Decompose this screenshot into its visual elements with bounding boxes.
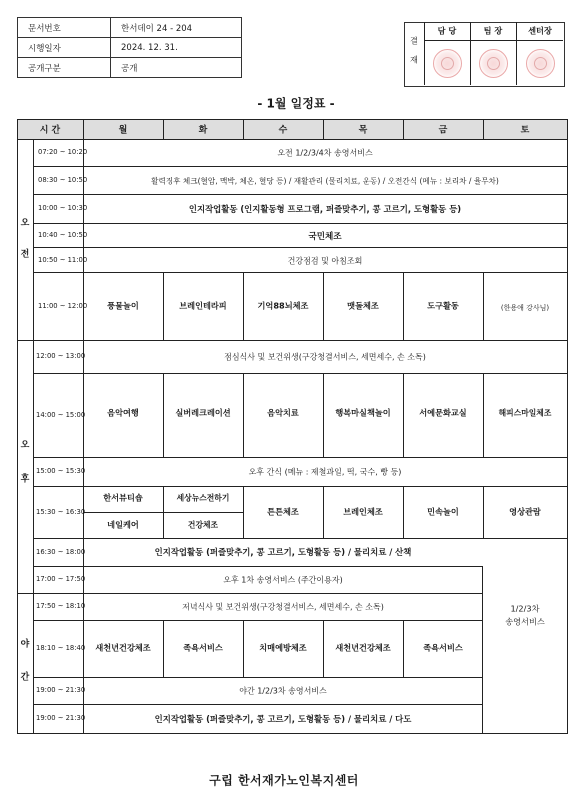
approval-side-label-1: 결 (410, 35, 418, 46)
time-slot: 17:00 ~ 17:50 (36, 575, 86, 583)
time-slot: 10:40 ~ 10:50 (38, 231, 88, 239)
disclosure-value: 공개 (111, 58, 242, 78)
time-slot: 11:00 ~ 12:00 (38, 302, 88, 310)
activity-cell: 민속놀이 (427, 506, 459, 517)
time-slot: 08:30 ~ 10:50 (38, 176, 88, 184)
time-slot: 12:00 ~ 13:00 (36, 352, 86, 360)
saturday-transport-cell: 1/2/3차 (510, 603, 540, 614)
activity-cell: 도구활동 (427, 300, 459, 311)
activity-cell: 풍물놀이 (107, 300, 139, 311)
approval-role-team-lead: 팀 장 (483, 25, 503, 36)
time-slot: 14:00 ~ 15:00 (36, 411, 86, 419)
section-night-2: 간 (20, 672, 30, 683)
header-day-fri: 금 (438, 125, 448, 136)
activity-cell: 행복마실책놀이 (335, 407, 391, 418)
approval-role-director: 센터장 (528, 25, 552, 36)
time-slot: 07:20 ~ 10:20 (38, 148, 88, 156)
approval-side-label-2: 재 (410, 54, 418, 65)
activity-span: 인지작업활동 (퍼즐맞추기, 콩 고르기, 도형활동 등) / 물리치료 / 다도 (154, 714, 412, 724)
section-morning-2: 전 (20, 249, 30, 260)
activity-span: 인지작업활동 (퍼즐맞추기, 콩 고르기, 도형활동 등) / 물리치료 / 산책 (154, 547, 412, 557)
saturday-transport-cell: 송영서비스 (505, 616, 545, 627)
activity-cell: 족욕서비스 (423, 642, 463, 653)
activity-span: 인지작업활동 (인지활동형 프로그램, 퍼즐맞추기, 콩 고르기, 도형활동 등) (188, 204, 462, 214)
header-day-mon: 월 (118, 125, 128, 136)
header-time: 시 간 (39, 125, 61, 136)
header-day-wed: 수 (278, 125, 288, 136)
activity-span: 오후 1차 송영서비스 (주간이용자) (223, 575, 343, 585)
seal-stamp-icon (479, 49, 508, 78)
section-morning-1: 오 (20, 218, 30, 229)
header-day-thu: 목 (358, 125, 368, 136)
time-slot: 19:00 ~ 21:30 (36, 686, 86, 694)
time-slot: 16:30 ~ 18:00 (36, 548, 86, 556)
page-title: - 1월 일정표 - (257, 96, 335, 111)
activity-cell: 네일케어 (107, 519, 139, 530)
activity-span: 활력징후 체크(혈압, 맥박, 체온, 혈당 등) / 재활관리 (물리치료, 운동) / 오전간식 (메뉴 : 보리차 / 율무차) (151, 176, 499, 186)
activity-cell: 해피스마일체조 (498, 408, 552, 418)
document-info-table (17, 17, 242, 78)
section-night-1: 야 (20, 639, 30, 650)
time-slot: 10:00 ~ 10:30 (38, 204, 88, 212)
activity-cell: 브레인체조 (343, 506, 383, 517)
activity-span: 야간 1/2/3차 송영서비스 (239, 686, 327, 696)
activity-cell: 새천년건강체조 (95, 642, 151, 653)
activity-span: 점심식사 및 보건위생(구강청결서비스, 세면세수, 손 소독) (224, 352, 426, 362)
seal-stamp-icon (433, 49, 462, 78)
table-header-bg (17, 119, 568, 139)
time-slot: 15:00 ~ 15:30 (36, 467, 86, 475)
organization-footer: 구립 한서재가노인복지센터 (209, 773, 359, 788)
activity-span: 오후 간식 (메뉴 : 제철과일, 떡, 국수, 빵 등) (248, 467, 402, 477)
activity-cell: 튼튼체조 (267, 506, 299, 517)
activity-cell: 기억88뇌체조 (257, 300, 309, 311)
activity-span: 건강점검 및 아침조회 (287, 256, 363, 266)
doc-number-value: 한서데이 24 - 204 (111, 18, 242, 38)
activity-cell: (한용애 강사님) (500, 304, 550, 312)
issue-date-value: 2024. 12. 31. (111, 38, 242, 58)
activity-cell: 음악치료 (267, 407, 299, 418)
activity-cell: 건강체조 (187, 520, 219, 530)
activity-cell: 영상관람 (509, 506, 541, 517)
activity-cell: 브레인테라피 (179, 300, 227, 311)
activity-cell: 음악여행 (107, 407, 139, 418)
time-slot: 10:50 ~ 11:00 (38, 256, 88, 264)
doc-number-label: 문서번호 (18, 18, 111, 38)
activity-cell: 한서뷰티숍 (103, 492, 143, 503)
section-afternoon-2: 후 (20, 474, 30, 485)
activity-cell: 치매예방체조 (259, 642, 307, 653)
activity-span: 국민체조 (308, 232, 342, 242)
section-afternoon-1: 오 (20, 440, 30, 451)
time-slot: 18:10 ~ 18:40 (36, 644, 86, 652)
approval-role-manager: 담 당 (437, 25, 457, 36)
activity-span: 오전 1/2/3/4차 송영서비스 (277, 148, 373, 158)
activity-cell: 맷돌체조 (347, 300, 379, 311)
disclosure-label: 공개구분 (18, 58, 111, 78)
activity-cell: 족욕서비스 (183, 642, 223, 653)
time-slot: 19:00 ~ 21:30 (36, 714, 86, 722)
activity-cell: 새천년건강체조 (335, 642, 391, 653)
activity-cell: 서예문화교실 (419, 407, 467, 418)
issue-date-label: 시행일자 (18, 38, 111, 58)
activity-span: 저녁식사 및 보건위생(구강청결서비스, 세면세수, 손 소독) (182, 602, 384, 612)
seal-stamp-icon (526, 49, 555, 78)
time-slot: 15:30 ~ 16:30 (36, 508, 86, 516)
header-day-tue: 화 (198, 125, 208, 136)
activity-cell: 실버레크레이션 (175, 407, 231, 418)
activity-cell: 세상뉴스전하기 (176, 493, 230, 503)
time-slot: 17:50 ~ 18:10 (36, 602, 86, 610)
header-day-sat: 토 (520, 125, 530, 136)
